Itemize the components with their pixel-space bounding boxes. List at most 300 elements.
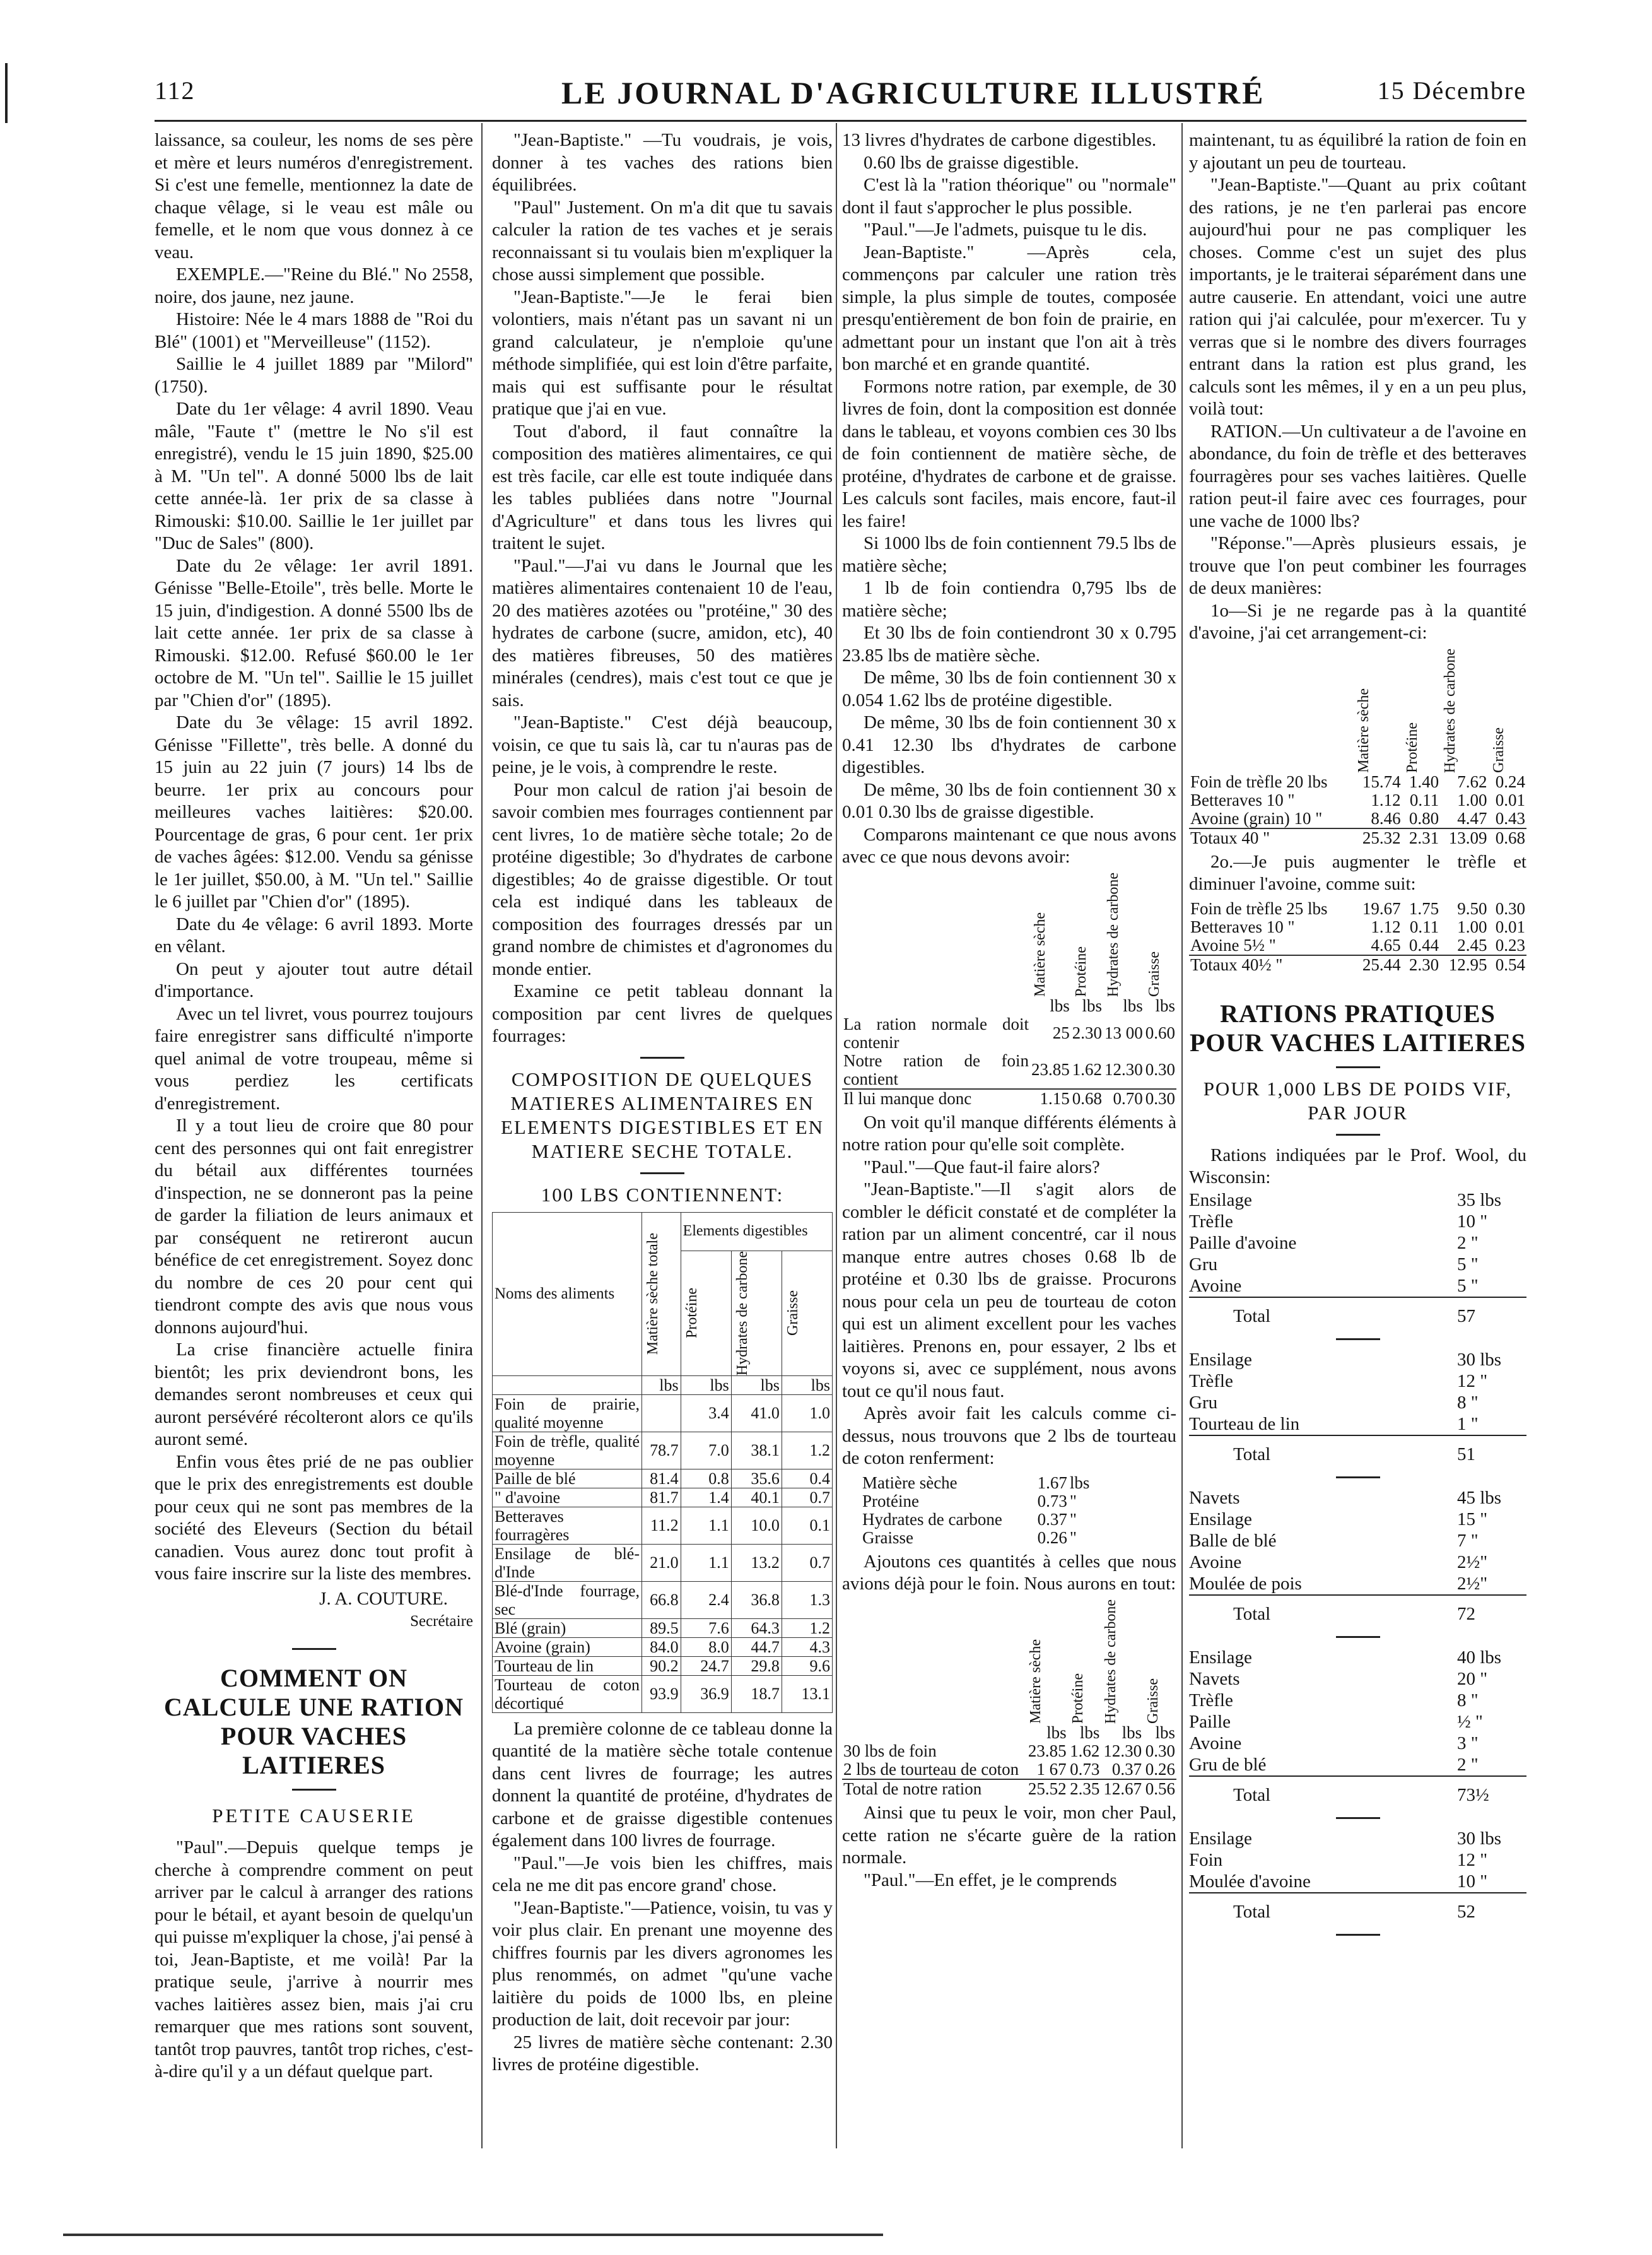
value-cell: 0.56: [1143, 1779, 1176, 1798]
col-header-carb: Hydrates de carbone: [731, 1251, 782, 1375]
col-header-group: Elements digestibles: [681, 1212, 832, 1251]
paragraph: La première colonne de ce tableau donne la quantité de la matière sèche totale contenue dans cent livres de fourrage; les autres donnent la quantité de protéine, d'hydrates de carbone et de graisse digestible contenues également dans 100 livres de fourrage.: [492, 1718, 833, 1851]
table-row: [842, 1052, 1176, 1089]
prot-cell: 7.6: [681, 1618, 731, 1637]
paragraph: Après avoir fait les calculs comme ci-dessus, nous trouvons que 2 lbs de tourteau de coton renferment:: [842, 1403, 1176, 1469]
paragraph: Il y a tout lieu de croire que 80 pour cent des personnes qui ont fait enregistrer du bétail aux différentes tournées d'inspection, ne se donneront pas la peine de garder la filiation de leurs animaux et par conséquent ne retireront aucun bénéfice de cet enregistrement. Soyez donc du nombre de ces 20 pour cent qui tiendront compte des avis que nous vous donnons aujourd'hui.: [155, 1116, 473, 1338]
list-item: [1189, 1551, 1526, 1573]
value-cell: 0.26: [1145, 1760, 1175, 1779]
value-cell: 0.11: [1409, 917, 1439, 936]
list-item: [1189, 1668, 1526, 1690]
divider: [292, 1789, 336, 1791]
total-row: [842, 1089, 1176, 1108]
item-value: 0.73: [1037, 1491, 1067, 1510]
row-name: Paille de blé: [493, 1469, 642, 1488]
item-unit: ": [1069, 1509, 1077, 1529]
signature: J. A. COUTURE.: [319, 1588, 448, 1609]
rations-list: [1189, 1189, 1526, 1936]
column-header: Protéine: [1069, 1673, 1086, 1724]
paragraph: 13 livres d'hydrates de carbone digestibles.: [842, 130, 1157, 150]
col2-paragraphs: [492, 129, 833, 1048]
row-label: Notre ration de foin contient: [843, 1051, 1029, 1088]
value-cell: 0.30: [1145, 1088, 1175, 1108]
item-label: Graisse: [862, 1528, 913, 1547]
item-label: Ensilage: [1189, 1647, 1252, 1668]
value-cell: 25: [1052, 1023, 1070, 1043]
ration-block: [1189, 1349, 1526, 1473]
column-header: Graisse: [1490, 727, 1507, 773]
dry-cell: 90.2: [642, 1656, 681, 1675]
dry-cell: 81.4: [642, 1469, 681, 1488]
value-cell: 1.12: [1371, 790, 1401, 810]
paragraph: "Jean-Baptiste."—Il s'agit alors de combler le déficit constaté et de compléter la ration par un aliment concentré, car il nous manque entre autres choses 0.68 lb de protéine et 0.30 lbs de graisse. Procurons nous pour cela un peu de tourteau de coton qui est un aliment excellent pour les vaches laitières. Prenons en, pour essayer, 2 lbs et voyons si, avec ce supplément, nous avons tout ce qu'il nous faut.: [842, 1179, 1176, 1401]
total-value: 72: [1457, 1595, 1526, 1632]
paragraph: laissance, sa couleur, les noms de ses père et mère et leurs numéros d'enregistrement. Si c'est une femelle, mentionnez la date de chaque vêlage, si le veau est mâle ou femelle, et le nom que vous donnez à ce veau.: [155, 130, 473, 262]
value-cell: 23.85: [1028, 1741, 1067, 1760]
value-cell: 25.32: [1354, 828, 1402, 847]
table-subtitle: 100 LBS CONTIENNENT:: [541, 1183, 784, 1206]
value-cell: 9.50: [1457, 898, 1487, 918]
signature-role: Secrétaire: [410, 1613, 473, 1630]
table-row: [493, 1581, 833, 1618]
col-header-name: Noms des aliments: [493, 1212, 642, 1375]
column-divider: [836, 123, 837, 2148]
list-item: [1189, 1509, 1526, 1530]
paragraph: Pour mon calcul de ration j'ai besoin de savoir combien mes fourrages contiennent par cent livres, 1o de matière sèche totale; 2o de protéine digestible; 3o d'hydrates de carbone digestibles; 4o de graisse digestible. Or tout cela est indiqué dans les tableaux de composition des fourrages dressés par un grand nombre de chimistes et d'agronomes du monde entier.: [492, 779, 833, 979]
table-row: [842, 1742, 1176, 1760]
paragraph: "Jean-Baptiste."—Patience, voisin, tu vas y voir plus clair. En prenant une moyenne des chiffres fournis par les divers agronomes les plus renommés, on admet "qu'une vache laitière du poids de 1000 lbs, en pleine production de lait, doit recevoir par jour:: [492, 1897, 833, 2030]
column-2: [492, 129, 833, 2076]
unit-cell: lbs: [1122, 1723, 1142, 1742]
paragraph: 2o.—Je puis augmenter le trèfle et diminuer l'avoine, comme suit:: [1189, 851, 1526, 895]
divider: [1336, 1338, 1380, 1340]
fat-cell: 4.3: [782, 1637, 832, 1656]
item-label: Balle de blé: [1189, 1530, 1277, 1551]
paragraph: 0.60 lbs de graisse digestible.: [864, 152, 1079, 173]
value-cell: 8.46: [1371, 808, 1401, 828]
item-value: 2 ": [1457, 1232, 1479, 1253]
divider: [1336, 1636, 1380, 1638]
item-label: Moulée d'avoine: [1189, 1871, 1311, 1892]
table-row: [1189, 936, 1526, 955]
value-cell: 0.68: [1489, 828, 1526, 847]
row-label: 2 lbs de tourteau de coton: [843, 1760, 1019, 1779]
table-row: [493, 1637, 833, 1656]
section-title: RATIONS PRATIQUES POUR VACHES LAITIERES: [1189, 999, 1526, 1057]
unit-cell: lbs: [642, 1375, 681, 1394]
value-cell: 1.62: [1070, 1741, 1100, 1760]
value-cell: 25.52: [1026, 1779, 1068, 1798]
row-label: Total de notre ration: [842, 1779, 1026, 1798]
value-cell: 13.09: [1440, 828, 1488, 847]
total-row: [842, 1779, 1176, 1798]
paragraph: Date du 2e vêlage: 1er avril 1891. Génisse "Belle-Etoile", très belle. Morte le 15 juin, d'indigestion. A donné 5500 lbs de lait cette année. 1er prix de sa classe à Rimouski. $12.00. Refusé $60.00 le 1er octobre de M. "Un tel". Saillie le 15 juillet par "Chien d'or" (1895).: [155, 555, 473, 710]
article-title: COMMENT ON CALCULE UNE RATION POUR VACHES LAITIERES: [163, 1663, 464, 1779]
item-value: 1 ": [1457, 1413, 1479, 1434]
paragraph: Et 30 lbs de foin contiendront 30 x 0.795 23.85 lbs de matière sèche.: [842, 623, 1176, 666]
prot-cell: 3.4: [681, 1394, 731, 1432]
row-label: Il lui manque donc: [842, 1089, 1030, 1108]
item-label: Trèfle: [1189, 1211, 1233, 1232]
table-row: [493, 1469, 833, 1488]
carb-cell: 10.0: [731, 1507, 782, 1544]
value-cell: 4.47: [1457, 808, 1487, 828]
table-row: [1189, 773, 1526, 791]
item-label: Moulée de pois: [1189, 1573, 1302, 1594]
list-item: [1189, 1413, 1526, 1435]
ration-block: [1189, 1647, 1526, 1813]
dry-cell: 81.7: [642, 1488, 681, 1507]
item-label: Tourteau de lin: [1189, 1413, 1300, 1434]
list-item: [1189, 1849, 1526, 1871]
value-cell: 12.30: [1104, 1060, 1143, 1080]
row-label: Avoine (grain) 10 ": [1190, 808, 1323, 828]
value-cell: 1 67: [1036, 1760, 1067, 1779]
total-label: Total: [1189, 1595, 1457, 1632]
item-value: 0.26: [1037, 1528, 1067, 1547]
item-value: 2½": [1457, 1551, 1488, 1572]
row-name: Betteraves fourragères: [493, 1507, 642, 1544]
table-row: [842, 1015, 1176, 1052]
column-header: Matière sèche: [1027, 1639, 1044, 1724]
total-label: Total: [1189, 1776, 1457, 1813]
list-item: [1189, 1392, 1526, 1413]
table-row: [493, 1507, 833, 1544]
paragraph: "Réponse."—Après plusieurs essais, je trouve que l'on peut combiner les fourrages de deux manières:: [1189, 533, 1526, 598]
row-label: Totaux 40 ": [1189, 828, 1354, 847]
item-value: 5 ": [1457, 1254, 1479, 1275]
list-item: [861, 1492, 1095, 1510]
compare-table: [842, 873, 1176, 1108]
paragraph: Date du 4e vêlage: 6 avril 1893. Morte en vêlant.: [155, 914, 473, 957]
paragraph: "Paul".—Depuis quelque temps je cherche à comprendre comment on peut arriver par le calcul à arranger des rations pour le bétail, et ayant besoin de quelqu'un qui puisse m'expliquer la chose, j'ai pensé à toi, Jean-Baptiste, et me voilà! Par la pratique seule, j'arrive à nourrir mes vaches laitières assez bien, mais j'ai cru remarquer que mes rations sont souvent, tantôt trop pauvres, tantôt trop riches, c'est-à-dire qu'il y a un défaut quelque part.: [155, 1837, 473, 2081]
fat-cell: 13.1: [782, 1675, 832, 1712]
unit-cell: lbs: [1050, 996, 1070, 1015]
paragraph: Enfin vous êtes prié de ne pas oublier que le prix des enregistrements est double pour ceux qui ne sont pas membres de la société des Eleveurs (Section du bétail canadien. Vous aurez donc tout profit à vous faire inscrire sur la liste des membres.: [155, 1451, 473, 1584]
value-cell: 0.11: [1409, 790, 1439, 810]
prot-cell: 8.0: [681, 1637, 731, 1656]
column-header: Protéine: [1403, 722, 1421, 773]
list-item: [1189, 1232, 1526, 1254]
ration-block: [1189, 1189, 1526, 1334]
ration1-table: [1189, 649, 1526, 847]
value-cell: 0.43: [1495, 808, 1525, 828]
unit-cell: lbs: [782, 1375, 832, 1394]
column-header: Graisse: [1145, 951, 1163, 997]
dry-cell: 11.2: [642, 1507, 681, 1544]
ration-block: [1189, 1828, 1526, 1930]
item-value: 10 ": [1457, 1211, 1488, 1232]
total-row: [1189, 1297, 1526, 1334]
total-value: 73½: [1457, 1776, 1526, 1813]
divider: [1336, 1476, 1380, 1478]
fat-cell: 1.3: [782, 1581, 832, 1618]
value-cell: 0.01: [1495, 790, 1525, 810]
total-label: Total: [1189, 1297, 1457, 1334]
table-title: COMPOSITION DE QUELQUES MATIERES ALIMENTAIRES EN ELEMENTS DIGESTIBLES ET EN MATIERE SECHE TOTALE.: [500, 1068, 824, 1162]
paragraph: Comparons maintenant ce que nous avons avec ce que nous devons avoir:: [842, 824, 1176, 867]
carb-cell: 29.8: [731, 1656, 782, 1675]
value-cell: 1.40: [1409, 772, 1439, 791]
item-value: 7 ": [1457, 1530, 1479, 1551]
paragraph: "Paul."—Que faut-il faire alors?: [864, 1157, 1100, 1177]
value-cell: 0.30: [1495, 898, 1525, 918]
dry-cell: 89.5: [642, 1618, 681, 1637]
paragraph: C'est là la "ration théorique" ou "normale" dont il faut s'approcher le plus possible.: [842, 175, 1176, 218]
prot-cell: 1.4: [681, 1488, 731, 1507]
row-label: Foin de trèfle 25 lbs: [1190, 898, 1328, 918]
list-item: [1189, 1711, 1526, 1733]
list-item: [1189, 1211, 1526, 1232]
paragraph: "Paul."—Je vois bien les chiffres, mais cela ne me dit pas encore grand' chose.: [492, 1852, 833, 1896]
item-value: 12 ": [1457, 1849, 1488, 1870]
carb-cell: 44.7: [731, 1637, 782, 1656]
item-unit: ": [1069, 1491, 1077, 1510]
item-value: 8 ": [1457, 1392, 1479, 1413]
paragraph: Jean-Baptiste." —Après cela, commençons par calculer une ration très simple, la plus simple de toutes, composée presqu'entièrement de bon foin de prairie, en admettant pour un instant que l'on ait à très bon marché et en grande quantité.: [842, 242, 1176, 374]
item-label: Hydrates de carbone: [862, 1509, 1002, 1529]
item-label: Ensilage: [1189, 1189, 1252, 1210]
col3-paragraphs: [842, 129, 1176, 869]
list-item: [861, 1474, 1095, 1492]
paragraph: "Jean-Baptiste." C'est déjà beaucoup, voisin, ce que tu sais là, car tu n'auras pas de peine, je le vois, à comprendre le reste.: [492, 712, 833, 777]
article-subtitle: PETITE CAUSERIE: [212, 1804, 416, 1827]
paragraph: RATION.—Un cultivateur a de l'avoine en abondance, du foin de trèfle et des betteraves fourragères pour ses vaches laitières. Quelle ration peut-il faire avec ces fourrages, pour une vache de 1000 lbs?: [1189, 421, 1526, 531]
composition-table: [492, 1212, 833, 1713]
row-label: Betteraves 10 ": [1190, 917, 1295, 936]
prot-cell: 1.1: [681, 1544, 731, 1581]
table-row: [493, 1656, 833, 1675]
item-label: Navets: [1189, 1668, 1240, 1689]
row-name: Blé-d'Inde fourrage, sec: [493, 1581, 642, 1618]
item-value: 5 ": [1457, 1275, 1479, 1296]
value-cell: 0.70: [1103, 1089, 1144, 1108]
item-unit: lbs: [1069, 1473, 1090, 1492]
dry-cell: 21.0: [642, 1544, 681, 1581]
total-value: 52: [1457, 1893, 1526, 1930]
row-label: Foin de trèfle 20 lbs: [1190, 772, 1328, 791]
row-name: Ensilage de blé-d'Inde: [493, 1544, 642, 1581]
total-row: [1189, 1776, 1526, 1813]
item-value: 15 ": [1457, 1509, 1488, 1529]
value-cell: 23.85: [1031, 1060, 1070, 1080]
paragraph: De même, 30 lbs de foin contiennent 30 x 0.41 12.30 lbs d'hydrates de carbone digestibles.: [842, 712, 1176, 777]
dry-cell: [642, 1394, 681, 1432]
paragraph: "Jean-Baptiste." —Tu voudrais, je vois, donner à tes vaches des rations bien équilibrées.: [492, 130, 833, 195]
item-value: 3 ": [1457, 1733, 1479, 1753]
col4-paragraphs: [1189, 129, 1526, 645]
paragraph: "Paul."—En effet, je le comprends: [864, 1869, 1117, 1890]
total-value: 57: [1457, 1297, 1526, 1334]
column-header: Graisse: [1145, 1678, 1162, 1724]
value-cell: 0.37: [1111, 1760, 1142, 1779]
paragraph: Saillie le 4 juillet 1889 par "Milord" (1750).: [155, 354, 473, 397]
divider: [640, 1057, 684, 1059]
value-cell: 1.62: [1072, 1060, 1102, 1080]
carb-cell: 35.6: [731, 1469, 782, 1488]
total-value: 51: [1457, 1435, 1526, 1473]
divider: [1336, 1066, 1380, 1068]
column-header: Matière sèche: [1356, 688, 1373, 773]
column-divider: [481, 123, 483, 2148]
item-label: Protéine: [862, 1491, 919, 1510]
col2-paragraphs-bottom: [492, 1718, 833, 2076]
value-cell: 2.45: [1457, 935, 1487, 955]
paragraph: Ajoutons ces quantités à celles que nous avions déjà pour le foin. Nous aurons en tout:: [842, 1551, 1176, 1594]
item-label: Ensilage: [1189, 1349, 1252, 1370]
paragraph: Formons notre ration, par exemple, de 30 livres de foin, dont la composition est donnée dans le tableau, et voyons combien ces 30 lbs de foin contiennent de matière sèche, de protéine, d'hydrates de carbone et de graisse. Les calculs sont faciles, mais encore, faut-il les faire!: [842, 376, 1176, 531]
list-item: [1189, 1189, 1526, 1211]
prot-cell: 2.4: [681, 1581, 731, 1618]
item-value: 2 ": [1457, 1754, 1479, 1775]
item-label: Ensilage: [1189, 1828, 1252, 1849]
value-cell: 0.30: [1145, 1741, 1175, 1760]
paragraph: Tout d'abord, il faut connaître la composition des matières alimentaires, ce qui est très facile, car elle est toute indiquée dans les tables publiées dans notre "Journal d'Agriculture" et dans tous les livres qui traitent le sujet.: [492, 421, 833, 553]
row-label: Avoine 5½ ": [1190, 935, 1276, 955]
paragraph: Si 1000 lbs de foin contiennent 79.5 lbs de matière sèche;: [842, 533, 1176, 576]
value-cell: 2.30: [1072, 1023, 1102, 1043]
list-item: [1189, 1370, 1526, 1392]
value-cell: 25.44: [1354, 955, 1402, 974]
value-cell: 0.23: [1495, 935, 1525, 955]
col3-paragraphs-mid: [842, 1112, 1176, 1470]
value-cell: 12.30: [1103, 1741, 1142, 1760]
rations-intro: Rations indiquées par le Prof. Wool, du Wisconsin:: [1189, 1145, 1526, 1188]
carb-cell: 13.2: [731, 1544, 782, 1581]
journal-title: LE JOURNAL D'AGRICULTURE ILLUSTRÉ: [561, 75, 1265, 110]
value-cell: 0.60: [1145, 1023, 1175, 1043]
total-row: [1189, 1893, 1526, 1930]
value-cell: 0.73: [1070, 1760, 1100, 1779]
value-cell: 2.31: [1402, 828, 1440, 847]
value-cell: 1.15: [1030, 1089, 1071, 1108]
paragraph: 1o—Si je ne regarde pas à la quantité d'avoine, j'ai cet arrangement-ci:: [1189, 600, 1526, 643]
item-label: Paille: [1189, 1711, 1231, 1732]
list-item: [1189, 1530, 1526, 1551]
row-name: Foin de trèfle, qualité moyenne: [493, 1432, 642, 1469]
paragraph: EXEMPLE.—"Reine du Blé." No 2558, noire, dos jaune, nez jaune.: [155, 264, 473, 307]
table-row: [493, 1675, 833, 1712]
total-label: Total: [1189, 1893, 1457, 1930]
item-value: 40 lbs: [1457, 1647, 1502, 1668]
article-paragraphs: [155, 1837, 473, 2083]
item-value: 45 lbs: [1457, 1487, 1502, 1508]
list-item: [1189, 1254, 1526, 1275]
unit-cell: lbs: [1082, 996, 1102, 1015]
divider: [292, 1648, 336, 1650]
list-item: [1189, 1275, 1526, 1297]
unit-cell: lbs: [1123, 996, 1143, 1015]
prot-cell: 1.1: [681, 1507, 731, 1544]
list-item: [861, 1510, 1095, 1529]
sum-table: [842, 1599, 1176, 1798]
value-cell: 0.01: [1495, 917, 1525, 936]
item-label: Avoine: [1189, 1733, 1242, 1753]
paragraph: Examine ce petit tableau donnant la composition par cent livres de quelques fourrages:: [492, 981, 833, 1046]
row-name: Foin de prairie, qualité moyenne: [493, 1394, 642, 1432]
item-label: Foin: [1189, 1849, 1223, 1870]
prot-cell: 0.8: [681, 1469, 731, 1488]
table-row: [493, 1394, 833, 1432]
paragraph: Date du 1er vêlage: 4 avril 1890. Veau mâle, "Faute t" (mettre le No s'il est enregistré), vendu le 15 juin 1890, $25.00 à M. "Un tel". A donné 5000 lbs de lait cette année-là. 1er prix de sa classe à Rimouski: $10.00. Saillie le 1er juillet par "Duc de Sales" (800).: [155, 399, 473, 553]
column-header: Protéine: [1072, 946, 1089, 997]
column-3: [842, 129, 1176, 1892]
paragraph: Ainsi que tu peux le voir, mon cher Paul, cette ration ne s'écarte guère de la ration normale.: [842, 1803, 1176, 1868]
unit-cell: lbs: [731, 1375, 782, 1394]
value-cell: 1.75: [1409, 898, 1439, 918]
margin-bar: [5, 63, 8, 123]
divider: [1336, 1817, 1380, 1819]
item-value: 30 lbs: [1457, 1828, 1502, 1849]
fat-cell: 1.2: [782, 1432, 832, 1469]
table-row: [493, 1488, 833, 1507]
item-value: 2½": [1457, 1573, 1488, 1594]
header-rule: [155, 120, 1526, 122]
row-label: 30 lbs de foin: [843, 1741, 937, 1760]
divider: [1336, 1134, 1380, 1136]
table-row: [1189, 918, 1526, 936]
carb-cell: 38.1: [731, 1432, 782, 1469]
carb-cell: 41.0: [731, 1394, 782, 1432]
value-cell: 12.67: [1101, 1779, 1143, 1798]
list-item: [1189, 1690, 1526, 1711]
carb-cell: 36.8: [731, 1581, 782, 1618]
column-header: Hydrates de carbone: [1105, 872, 1122, 997]
paragraph: On voit qu'il manque différents éléments à notre ration pour qu'elle soit complète.: [842, 1112, 1176, 1155]
coton-list: [861, 1474, 1095, 1547]
value-cell: 1.00: [1457, 790, 1487, 810]
table-row: [1189, 900, 1526, 918]
item-value: 0.37: [1037, 1509, 1067, 1529]
list-item: [1189, 1573, 1526, 1595]
paragraph: Date du 3e vêlage: 15 avril 1892. Génisse "Fillette", très belle. A donné du 15 juin au 22 juin (7 jours) 14 lbs de beurre. 1er prix au concours pour meilleures vaches laitières: $20.00. Pourcentage de gras, 6 pour cent. 1er prix de vaches âgées: $12.00. Vendu sa génisse le 1er juillet, $50.00, à M. "Un tel." Saillie le 6 juillet par "Chien d'or" (1895).: [155, 712, 473, 912]
row-label: Totaux 40½ ": [1189, 955, 1354, 974]
unit-cell: lbs: [1079, 1723, 1100, 1742]
unit-cell: lbs: [1155, 996, 1175, 1015]
col1-paragraphs: [155, 129, 473, 1586]
column-1: [155, 129, 473, 2083]
divider: [1336, 1934, 1380, 1936]
fat-cell: 1.0: [782, 1394, 832, 1432]
carb-cell: 40.1: [731, 1488, 782, 1507]
column-header: Matière sèche: [1032, 912, 1048, 997]
paragraph: "Jean-Baptiste."—Quant au prix coûtant des rations, je ne t'en parlerai pas encore aujourd'hui pour ne pas compliquer les choses. Comme c'est un sujet des plus importants, je le traiterai séparément dans une autre causerie. En attendant, voici une autre ration qui j'ai calculée, pour m'exercer. Tu y verras que si le nombre des divers fourrages entrant dans la ration est plus grand, les calculs sont les mêmes, il y en a un peu plus, voilà tout:: [1189, 175, 1526, 419]
ration-block: [1189, 1487, 1526, 1632]
column-4: [1189, 129, 1526, 1945]
item-label: Gru: [1189, 1254, 1218, 1275]
fat-cell: 0.4: [782, 1469, 832, 1488]
footer-rule: [63, 2234, 883, 2236]
paragraph: 25 livres de matière sèche contenant: 2.30 livres de protéine digestible.: [492, 2032, 833, 2075]
column-header: Hydrates de carbone: [1442, 648, 1459, 773]
fat-cell: 1.2: [782, 1618, 832, 1637]
item-label: Avoine: [1189, 1551, 1242, 1572]
fat-cell: 0.1: [782, 1507, 832, 1544]
paragraph: Avec un tel livret, vous pourrez toujours faire enregistrer sans difficulté n'importe quel animal de votre troupeau, même si vous perdiez les certificats d'enregistrement.: [155, 1003, 473, 1114]
page-header: [38, 74, 1526, 115]
value-cell: 2.35: [1068, 1779, 1101, 1798]
row-name: Tourteau de coton décortiqué: [493, 1675, 642, 1712]
item-value: 20 ": [1457, 1668, 1488, 1689]
list-item: [1189, 1349, 1526, 1370]
paragraph: "Paul."—J'ai vu dans le Journal que les matières alimentaires contenaient 10 de l'eau, 20 des matières azotées ou "protéine," 30 des hydrates de carbone (sucre, amidon, etc), 40 des matières fibreuses, 50 des matières minérales (cendres), mais c'est tout ce que je sais.: [492, 555, 833, 710]
fat-cell: 9.6: [782, 1656, 832, 1675]
table-row: [493, 1618, 833, 1637]
paragraph: 1 lb de foin contiendra 0,795 lbs de matière sèche;: [842, 578, 1176, 621]
value-cell: 13 00: [1104, 1023, 1143, 1043]
item-label: Trèfle: [1189, 1370, 1233, 1391]
item-value: 30 lbs: [1457, 1349, 1502, 1370]
